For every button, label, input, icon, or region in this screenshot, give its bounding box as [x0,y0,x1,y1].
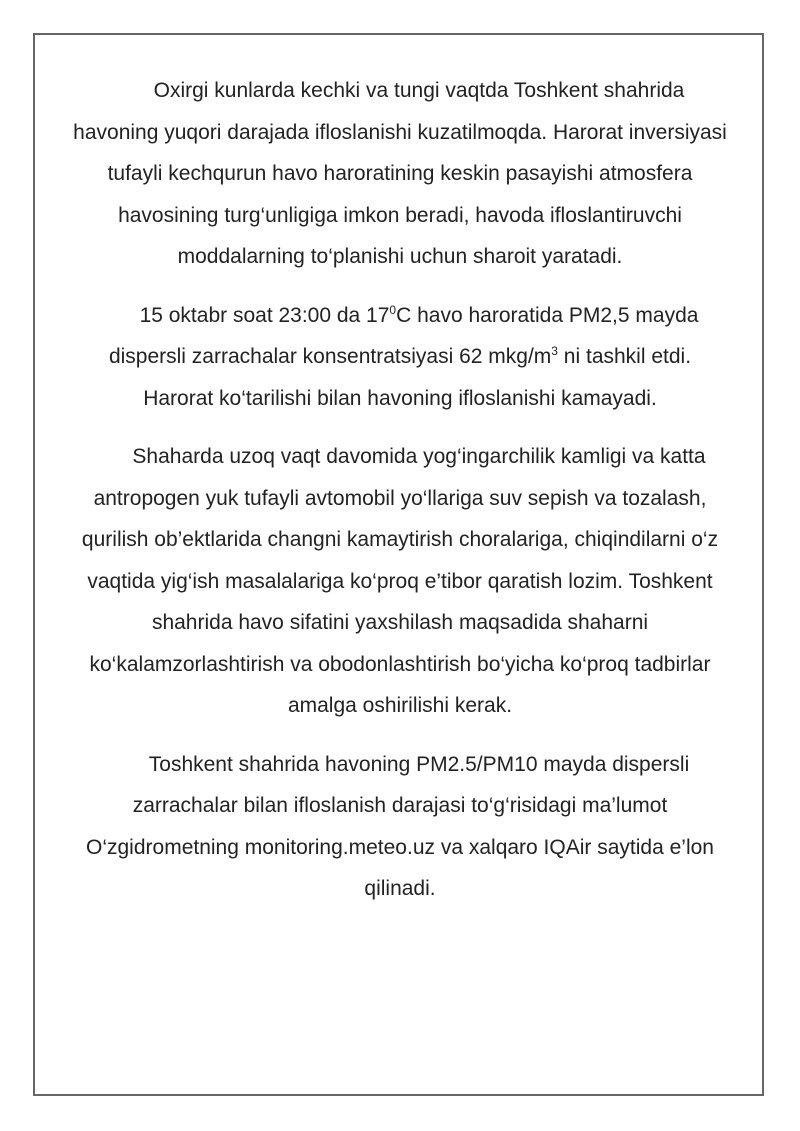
measurement-text-part2: C havo haroratida PM2,5 mayda dispersli zarrachalar konsentratsiyasi 62 mkg/m [108,303,699,368]
paragraph-pm25-measurement [72,295,728,420]
measurement-text-part3: ni tashkil etdi. Harorat ko‘tarilishi bilan havoning ifloslanishi kamayadi. [143,345,692,410]
degree-superscript: 0 [389,302,397,317]
paragraph-information-sources: Toshkent shahrida havoning PM2.5/PM10 mayda dispersli zarrachalar bilan ifloslanish darajasi to‘g‘risidagi ma’lumot O‘zgidrometning monitoring.meteo.uz va xalqaro IQAir saytida e’lon qilinadi. [86,752,714,900]
paragraph-air-pollution-intro: Oxirgi kunlarda kechki va tungi vaqtda Toshkent shahrida havoning yuqori darajada ifloslanishi kuzatilmoqda. Harorat inversiyasi tufayli kechqurun havo haroratining keskin pasayishi atmosfera havosining turg‘unligiga imkon beradi, havoda ifloslantiruvchi moddalarning to‘planishi uchun sharoit yaratadi. [73,79,727,268]
cubic-superscript: 3 [551,344,558,358]
paragraph-recommendations: Shaharda uzoq vaqt davomida yog‘ingarchilik kamligi va katta antropogen yuk tufayli avtomobil yo‘llariga suv sepish va tozalash, qurilish ob’ektlarida changni kamaytirish choralariga, chiqindilarni o‘z vaqtida yig‘ish masalalariga ko‘proq e’tibor qaratish lozim. Toshkent shahrida havo sifatini yaxshilash maqsadida shaharni ko‘kalamzorlashtirish va obodonlashtirish bo‘yicha ko‘proq tadbirlar amalga oshirilishi kerak. [81,445,719,717]
measurement-text-part1: 15 oktabr soat 23:00 da 17 [139,303,390,327]
document-body [72,70,728,927]
